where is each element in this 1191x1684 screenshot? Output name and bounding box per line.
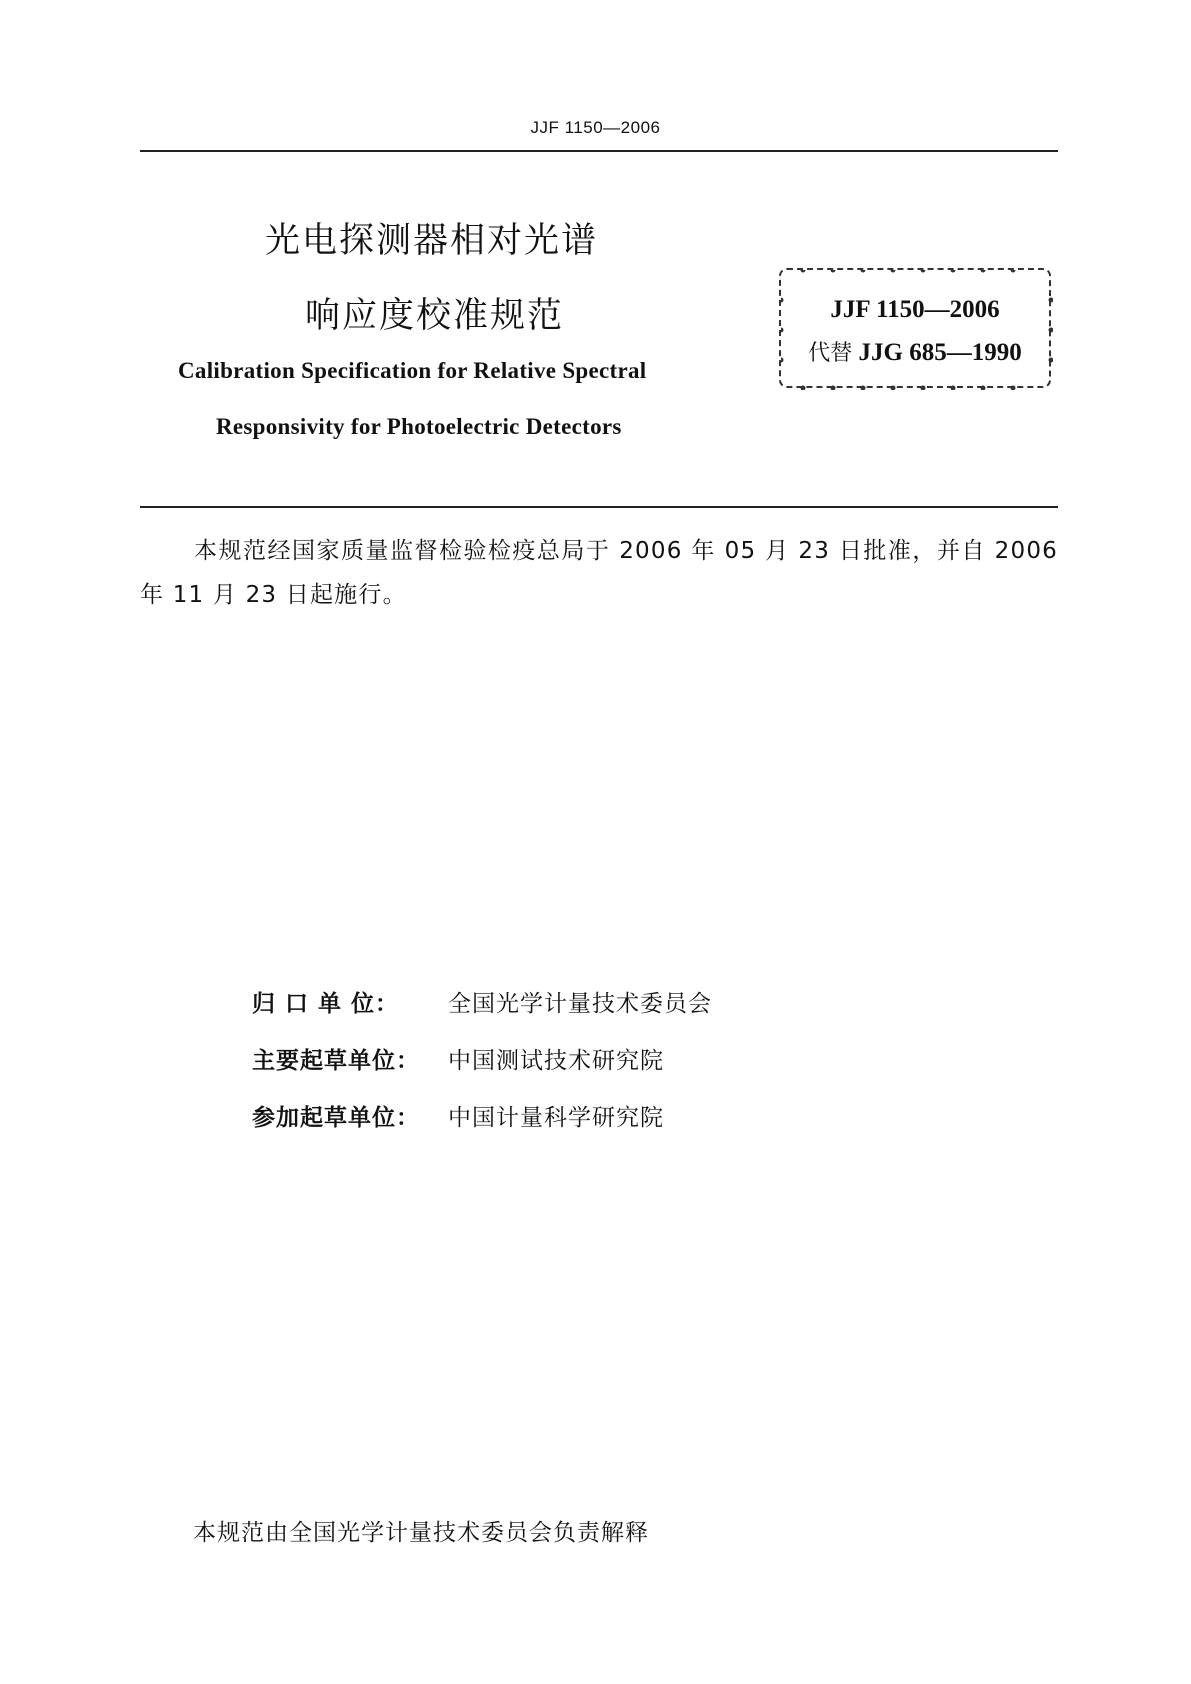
unit-row-participating-drafter [252, 1099, 664, 1132]
title-en-line2: Responsivity for Photoelectric Detectors [216, 414, 622, 439]
header-rule [140, 150, 1058, 152]
box-standard-code: JJF 1150—2006 [830, 296, 1000, 323]
title-en-line1: Calibration Specification for Relative Spectral [178, 358, 647, 383]
interpretation-note: 本规范由全国光学计量技术委员会负责解释 [193, 1520, 649, 1546]
unit-label: 参加起草单位： [252, 1105, 420, 1131]
box-replaces-line [781, 336, 1049, 367]
unit-value: 中国计量科学研究院 [448, 1105, 664, 1131]
unit-value: 中国测试技术研究院 [448, 1048, 664, 1074]
title-zh-line1: 光电探测器相对光谱 [265, 221, 599, 261]
standard-code-box [779, 268, 1051, 388]
unit-value: 全国光学计量技术委员会 [448, 991, 712, 1017]
title-rule [140, 506, 1058, 508]
header-code: JJF 1150—2006 [530, 118, 661, 137]
unit-label: 主要起草单位： [252, 1048, 420, 1074]
decorative-border [781, 270, 1053, 390]
unit-row-main-drafter [252, 1042, 664, 1075]
approval-paragraph: 本规范经国家质量监督检验检疫总局于 2006 年 05 月 23 日批准，并自 2006 年 11 月 23 日起施行。 [140, 538, 1058, 608]
box-replaces-prefix: 代替 [808, 341, 853, 366]
unit-row-responsible [252, 985, 712, 1018]
unit-label: 归 口 单 位： [252, 991, 400, 1017]
box-replaces-code: JJG 685—1990 [858, 339, 1022, 366]
title-zh-line2: 响应度校准规范 [305, 296, 565, 336]
